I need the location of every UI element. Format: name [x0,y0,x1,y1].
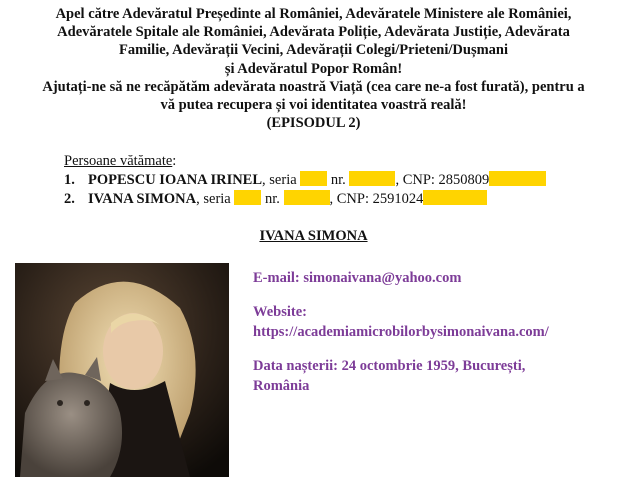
appeal-line-1: Apel către Adevăratul Președinte al României, Adevăratele Ministere ale României, [55,6,572,22]
birth-line-2: România [253,378,310,394]
website-label: Website: [253,304,307,320]
victims-section [64,152,546,209]
appeal-heading [0,5,627,132]
redaction-box [300,171,327,186]
appeal-line-3: Familie, Adevărații Vecini, Adevărații Colegi/Prieteni/Dușmani [118,42,509,59]
person-info [253,268,623,410]
person-name-heading: IVANA SIMONA [259,228,368,244]
victims-title: Persoane vătămate [64,153,173,169]
email-line: E-mail: simonaivana@yahoo.com [253,270,462,286]
victims-title-row: Persoane vătămate: [64,153,177,169]
appeal-line-6: vă putea recupera și voi identitatea voastră reală! [160,97,467,114]
redaction-box [234,190,261,205]
redaction-box [284,190,330,205]
victim-item: 2. IVANA SIMONA, seria nr. , CNP: 2591024 [64,190,546,209]
appeal-line-5: Ajutați-ne să ne recăpătăm adevărata noastră Viață (cea care ne-a fost furată), pentru a [42,78,585,95]
redaction-box [423,190,487,205]
website-link[interactable]: https://academiamicrobilorbysimonaivana.com/ [253,324,549,340]
redaction-box [349,171,395,186]
birth-block [253,356,623,396]
appeal-line-2: Adevăratele Spitale ale României, Adevărata Poliție, Adevărata Justiție, Adevărata [57,24,570,41]
portrait-photo-illustration [15,263,229,477]
victim-number: 1. [64,172,75,188]
appeal-line-4: și Adevăratul Popor Român! [224,60,403,77]
redaction-box [489,171,546,186]
episode-label: (EPISODUL 2) [266,115,361,132]
website-block [253,302,623,342]
victim-item: 1. POPESCU IOANA IRINEL, seria nr. , CNP: 2850809 [64,171,546,190]
victim-number: 2. [64,191,75,207]
victim-name: POPESCU IOANA IRINEL [88,172,263,188]
portrait-photo-icon [15,263,229,477]
victim-name: IVANA SIMONA [88,191,197,207]
birth-line-1: Data nașterii: 24 octombrie 1959, București, [253,358,526,374]
